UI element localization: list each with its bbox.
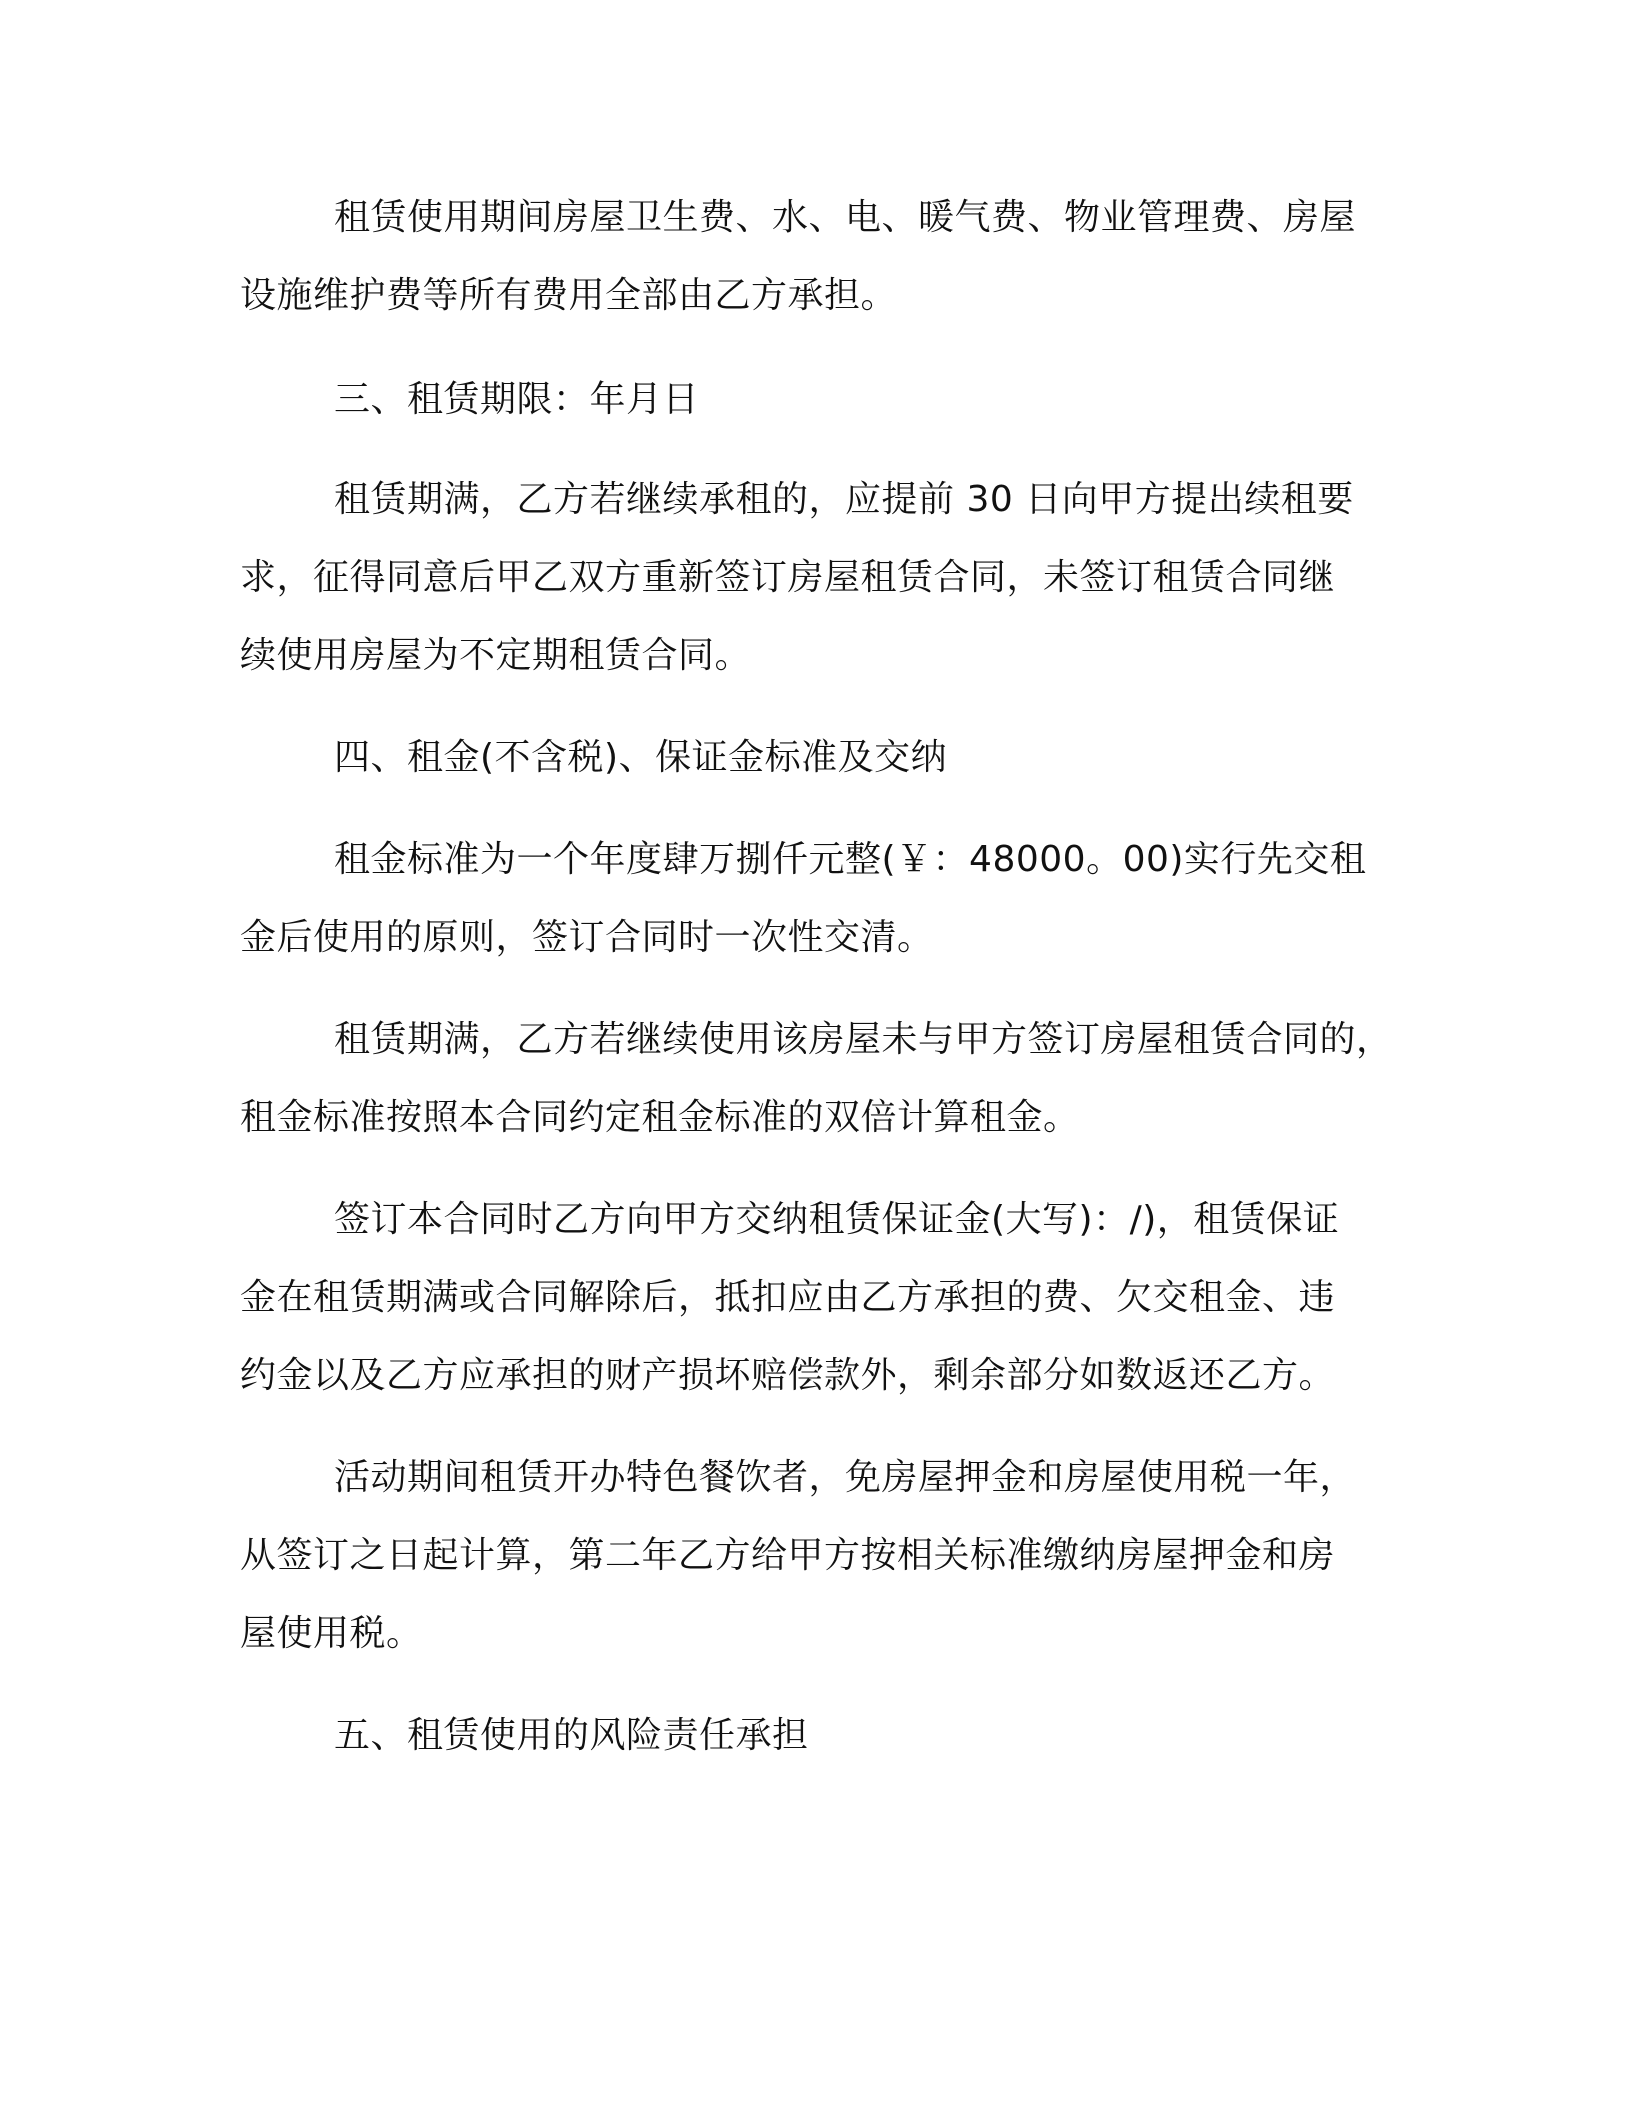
paragraph-line: 屋使用税。	[240, 1613, 423, 1654]
paragraph-line: 活动期间租赁开办特色餐饮者，免房屋押金和房屋使用税一年，	[334, 1457, 1357, 1498]
paragraph-line: 金在租赁期满或合同解除后，抵扣应由乙方承担的费、欠交租金、违	[240, 1277, 1336, 1318]
paragraph-line: 续使用房屋为不定期租赁合同。	[240, 635, 752, 676]
paragraph-line: 求，征得同意后甲乙双方重新签订房屋租赁合同，未签订租赁合同继	[240, 557, 1336, 598]
section-heading: 三、租赁期限：年月日	[334, 379, 700, 420]
section-heading: 五、租赁使用的风险责任承担	[334, 1715, 809, 1756]
paragraph-line: 租赁期满，乙方若继续承租的，应提前 30 日向甲方提出续租要	[334, 479, 1354, 520]
paragraph-line: 租赁期满，乙方若继续使用该房屋未与甲方签订房屋租赁合同的，	[334, 1019, 1393, 1060]
paragraph-line: 租金标准按照本合同约定租金标准的双倍计算租金。	[240, 1097, 1080, 1138]
section-heading: 四、租金(不含税)、保证金标准及交纳	[334, 737, 948, 778]
paragraph-line: 设施维护费等所有费用全部由乙方承担。	[240, 275, 898, 316]
paragraph-line: 租金标准为一个年度肆万捌仟元整(￥：48000。00)实行先交租	[334, 839, 1367, 880]
paragraph-line: 约金以及乙方应承担的财产损坏赔偿款外，剩余部分如数返还乙方。	[240, 1355, 1336, 1396]
paragraph-line: 从签订之日起计算，第二年乙方给甲方按相关标准缴纳房屋押金和房	[240, 1535, 1336, 1576]
paragraph-line: 金后使用的原则，签订合同时一次性交清。	[240, 917, 934, 958]
paragraph-line: 租赁使用期间房屋卫生费、水、电、暖气费、物业管理费、房屋	[334, 197, 1357, 238]
paragraph-line: 签订本合同时乙方向甲方交纳租赁保证金(大写)：/)，租赁保证	[334, 1199, 1340, 1240]
